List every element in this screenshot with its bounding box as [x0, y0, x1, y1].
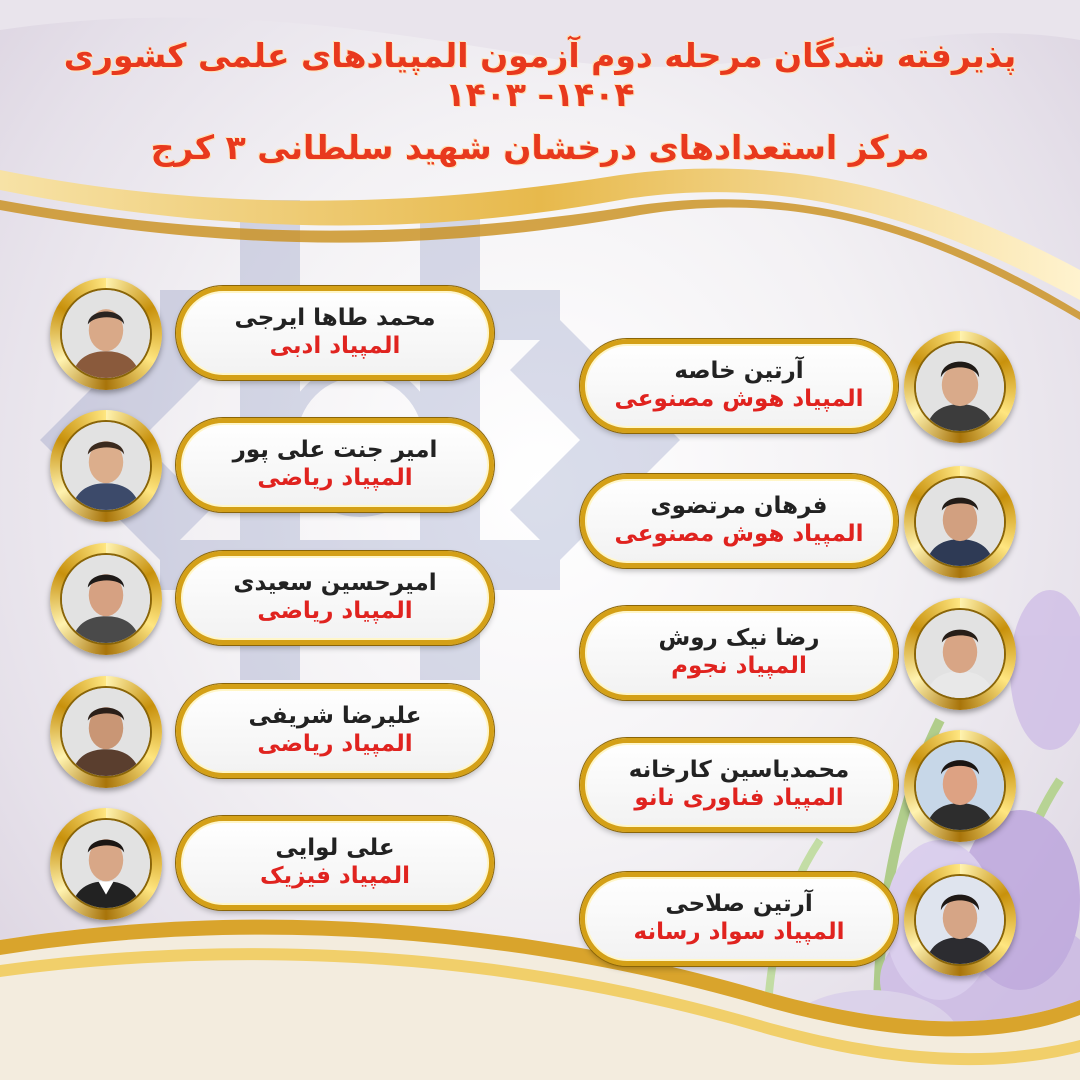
student-card [50, 676, 520, 788]
olympiad-field: المپیاد فناوری نانو [634, 785, 844, 812]
student-card [580, 466, 1050, 578]
student-info [176, 684, 494, 778]
student-card [50, 543, 520, 655]
student-card [580, 598, 1050, 710]
olympiad-field: المپیاد سواد رسانه [633, 919, 845, 946]
student-photo [60, 686, 152, 778]
student-card [580, 864, 1050, 976]
student-info [580, 606, 898, 700]
olympiad-field: المپیاد ریاضی [257, 731, 413, 758]
poster-subtitle: مرکز استعدادهای درخشان شهید سلطانی ۳ کرج [150, 128, 930, 167]
student-photo [60, 420, 152, 512]
student-photo [914, 740, 1006, 832]
olympiad-field: المپیاد ادبی [269, 333, 401, 360]
student-name: امیرحسین سعیدی [233, 569, 437, 596]
student-name: محمدیاسین کارخانه [628, 756, 850, 783]
student-name: آرتین صلاحی [665, 890, 813, 917]
student-photo [914, 608, 1006, 700]
student-card [50, 410, 520, 522]
student-photo [914, 874, 1006, 966]
olympiad-field: المپیاد نجوم [671, 653, 807, 680]
poster-title: پذیرفته شدگان مرحله دوم آزمون المپیادهای علمی کشوری ۱۴۰۴– ۱۴۰۳ [63, 36, 1017, 114]
student-info [580, 872, 898, 966]
student-card [50, 278, 520, 390]
photo-frame [904, 730, 1016, 842]
olympiad-field: المپیاد هوش مصنوعی [614, 521, 864, 548]
photo-frame [904, 331, 1016, 443]
photo-frame [50, 278, 162, 390]
photo-frame [904, 864, 1016, 976]
student-name: فرهان مرتضوی [650, 492, 828, 519]
student-card [580, 730, 1050, 842]
student-info [176, 418, 494, 512]
student-name: محمد طاها ایرجی [234, 304, 436, 331]
student-photo [60, 818, 152, 910]
student-info [580, 339, 898, 433]
olympiad-field: المپیاد هوش مصنوعی [614, 386, 864, 413]
olympiad-field: المپیاد ریاضی [257, 598, 413, 625]
student-photo [914, 476, 1006, 568]
photo-frame [50, 410, 162, 522]
student-name: امیر جنت علی پور [232, 436, 438, 463]
photo-frame [904, 598, 1016, 710]
student-photo [60, 553, 152, 645]
student-info [580, 738, 898, 832]
photo-frame [50, 808, 162, 920]
student-photo [914, 341, 1006, 433]
photo-frame [50, 676, 162, 788]
student-name: علی لوایی [275, 834, 395, 861]
olympiad-field: المپیاد ریاضی [257, 465, 413, 492]
student-card [50, 808, 520, 920]
student-info [176, 816, 494, 910]
student-info [176, 551, 494, 645]
student-name: آرتین خاصه [674, 357, 804, 384]
photo-frame [904, 466, 1016, 578]
student-name: علیرضا شریفی [248, 702, 422, 729]
photo-frame [50, 543, 162, 655]
student-info [176, 286, 494, 380]
student-photo [60, 288, 152, 380]
olympiad-field: المپیاد فیزیک [259, 863, 411, 890]
student-info [580, 474, 898, 568]
student-name: رضا نیک روش [658, 624, 820, 651]
student-card [580, 331, 1050, 443]
